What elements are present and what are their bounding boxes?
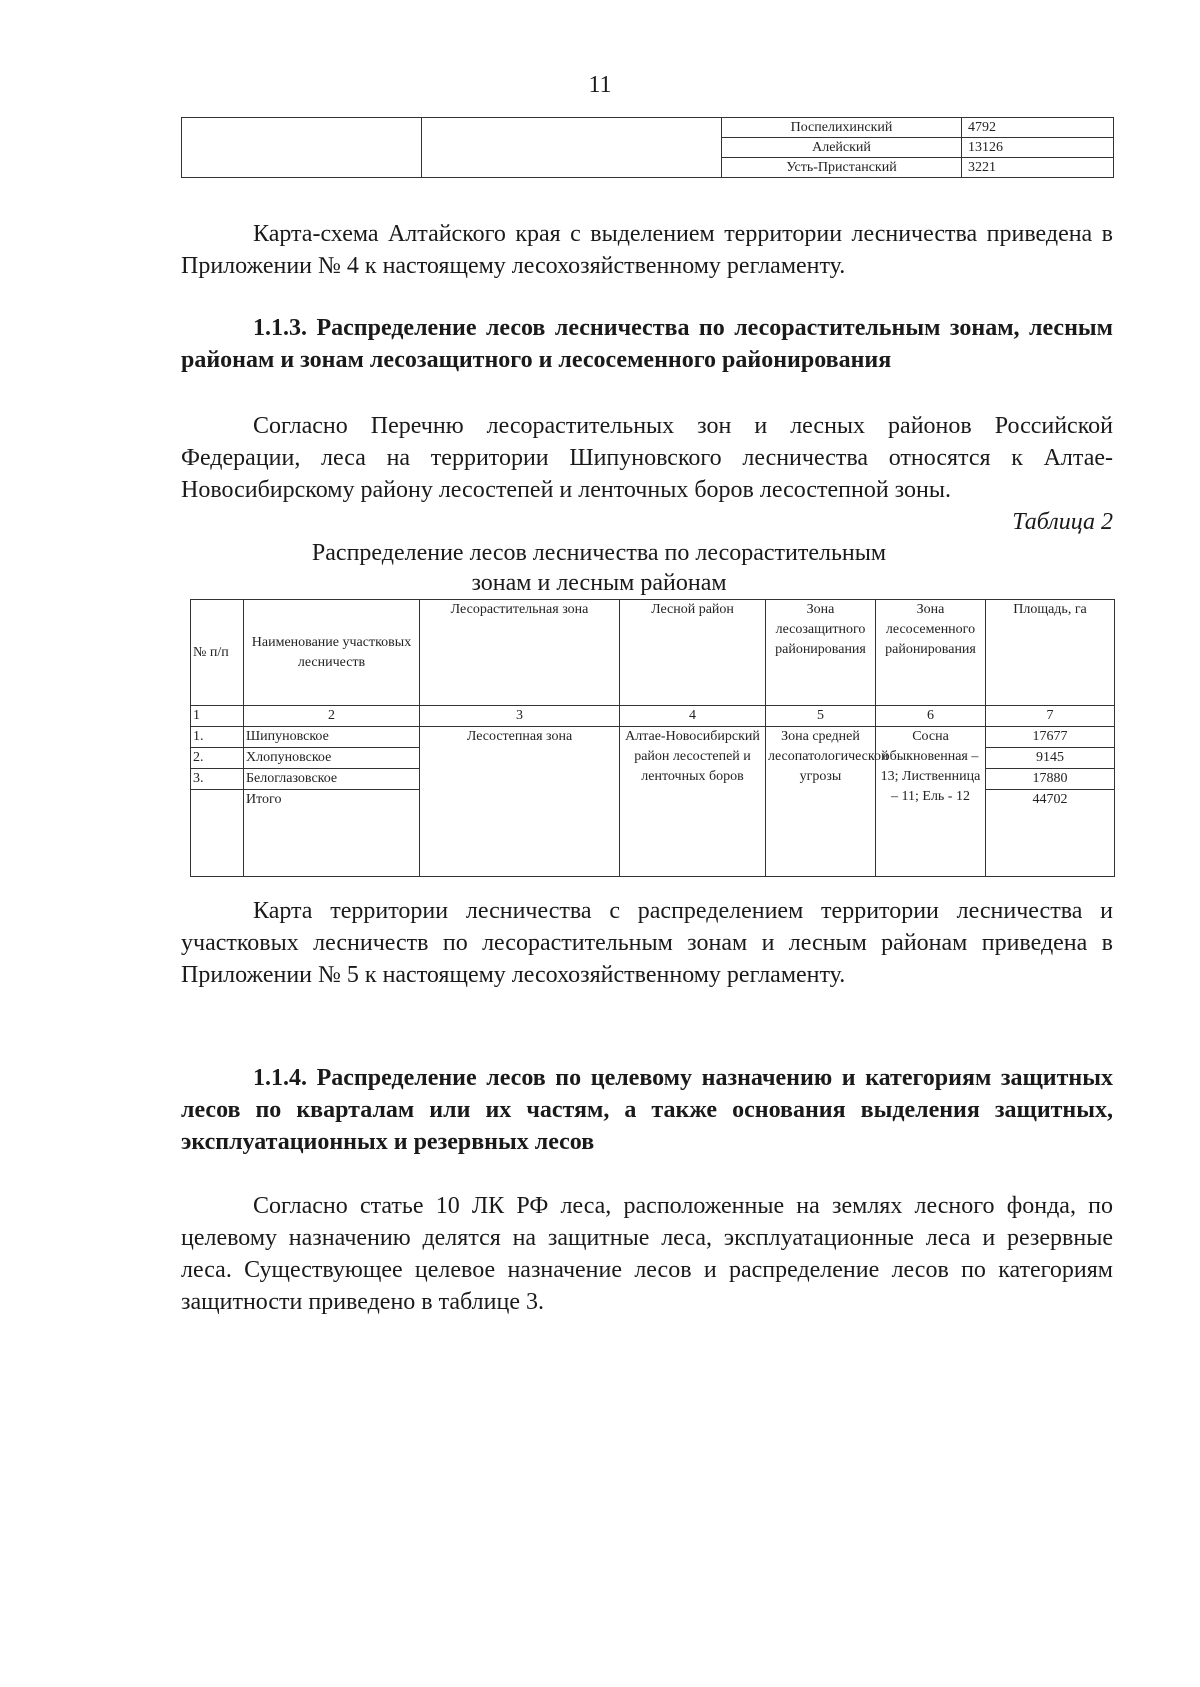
col-number: 1 [191,706,244,727]
row-name: Хлопуновское [244,748,420,769]
table-cell-empty [422,118,722,178]
table-row [182,118,1114,138]
header-seed: Зона лесосеменного районирования [876,600,986,706]
table-label: Таблица 2 [1012,509,1113,535]
seed-value: Сосна обыкновенная – 13; Лиственница – 11; Ель - 12 [876,727,986,877]
table-cell: 3221 [962,158,1114,178]
row-num: 1. [191,727,244,748]
row-name: Итого [244,790,420,877]
header-protect: Зона лесозащитного районирования [766,600,876,706]
row-area: 17880 [986,769,1115,790]
zone-value: Лесостепная зона [420,727,620,877]
col-number: 2 [244,706,420,727]
page-number: 11 [588,72,612,98]
col-number: 5 [766,706,876,727]
header-area: Площадь, га [986,600,1115,706]
table-row [191,727,1115,748]
table-cell: 4792 [962,118,1114,138]
table-cell: 13126 [962,138,1114,158]
header-zone: Лесорастительная зона [420,600,620,706]
col-number: 6 [876,706,986,727]
table-cell: Усть-Пристанский [722,158,962,178]
paragraph: Согласно статье 10 ЛК РФ леса, расположенные на землях лесного фонда, по целевому назначению делятся на защитные леса, эксплуатационные леса и резервные леса. Существующее целевое назначение лесов и распределение лесов по категориям защитности приведено в таблице 3. [181,1193,1113,1315]
col-number: 7 [986,706,1115,727]
paragraph: Карта территории лесничества с распределением территории лесничества и участковых лесничеств по лесорастительным зонам и лесным районам приведена в Приложении № 5 к настоящему лесохозяйственному регламенту. [181,898,1113,988]
table-cell: Поспелихинский [722,118,962,138]
protect-value: Зона средней лесопатологической угрозы [766,727,876,877]
col-number: 3 [420,706,620,727]
header-num: № п/п [191,600,244,706]
top-table-fragment [181,117,1114,178]
section-heading: 1.1.3. Распределение лесов лесничества по лесорастительным зонам, лесным районам и зонам лесозащитного и лесосеменного районирования [181,315,1113,373]
table-cell-empty [182,118,422,178]
row-name: Белоглазовское [244,769,420,790]
forest-distribution-table [190,599,1115,877]
column-number-row [191,706,1115,727]
row-area: 44702 [986,790,1115,877]
table-caption-line2: зонам и лесным районам [471,570,727,596]
row-name: Шипуновское [244,727,420,748]
paragraph: Согласно Перечню лесорастительных зон и лесных районов Российской Федерации, леса на территории Шипуновского лесничества относятся к Алтае-Новосибирскому району лесостепей и ленточных боров лесостепной зоны. [181,413,1113,503]
header-name: Наименование участковых лесничеств [244,600,420,706]
row-num: 2. [191,748,244,769]
row-num: 3. [191,769,244,790]
table-caption-line1: Распределение лесов лесничества по лесорастительным [311,540,887,566]
header-district: Лесной район [620,600,766,706]
table-header-row [191,600,1115,706]
row-num [191,790,244,877]
table-cell: Алейский [722,138,962,158]
section-heading: 1.1.4. Распределение лесов по целевому назначению и категориям защитных лесов по кварталам или их частям, а также основания выделения защитных, эксплуатационных и резервных лесов [181,1065,1113,1155]
col-number: 4 [620,706,766,727]
row-area: 9145 [986,748,1115,769]
paragraph: Карта-схема Алтайского края с выделением территории лесничества приведена в Приложении № 4 к настоящему лесохозяйственному регламенту. [181,221,1113,279]
district-value: Алтае-Новосибирский район лесостепей и ленточных боров [620,727,766,877]
row-area: 17677 [986,727,1115,748]
